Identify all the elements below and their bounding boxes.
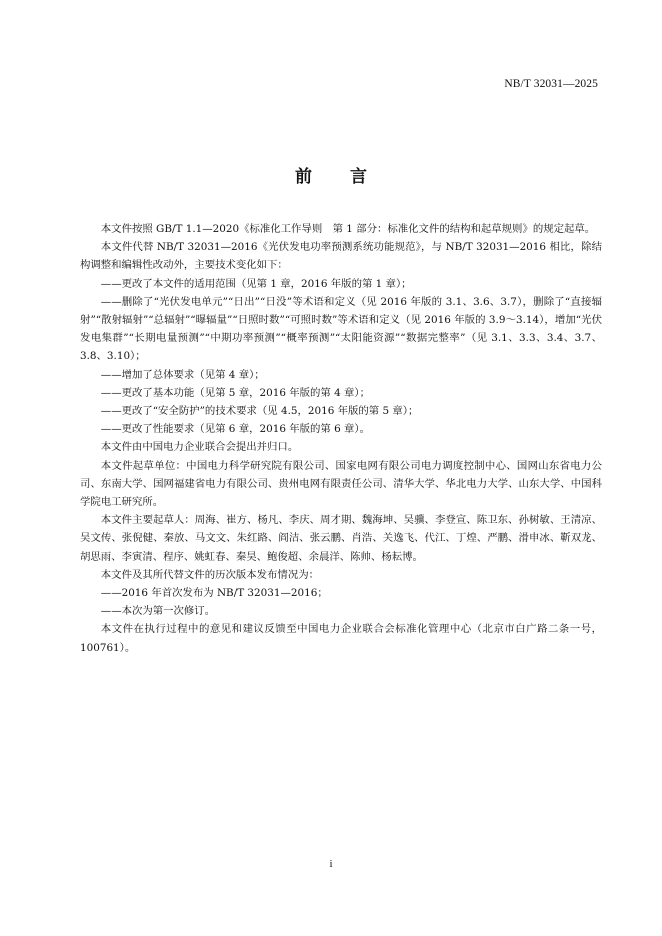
title-char-1: 前 <box>295 167 312 187</box>
change-item-general: ——增加了总体要求（见第 4 章）； <box>100 368 265 381</box>
paragraph-replacement: 本文件代替 NB/T 32031—2016《光伏发电功率预测系统功能规范》，与 NB/T 32031—2016 相比，除结构调整和编辑性改动外，主要技术变化如下： <box>80 241 602 272</box>
paragraph-drafting-rules: 本文件按照 GB/T 1.1—2020《标准化工作导则 第 1 部分：标准化文件的结构和起草规则》的规定起草。 <box>100 223 596 235</box>
page-title <box>0 162 662 187</box>
paragraph-proposer: 本文件由中国电力企业联合会提出并归口。 <box>100 441 299 454</box>
page-number: i <box>329 858 333 870</box>
change-item-functions: ——更改了基本功能（见第 5 章，2016 年版的第 4 章）； <box>100 386 370 399</box>
paragraph-history-intro: 本文件及其所代替文件的历次版本发布情况为： <box>100 568 319 581</box>
change-item-performance: ——更改了性能要求（见第 6 章，2016 年版的第 6 章）。 <box>100 423 370 436</box>
change-item-security: ——更改了“安全防护”的技术要求（见 4.5，2016 年版的第 5 章）； <box>100 405 419 418</box>
history-item-2016: ——2016 年首次发布为 NB/T 32031—2016； <box>100 587 328 600</box>
title-char-2: 言 <box>350 167 367 187</box>
history-item-revision: ——本次为第一次修订。 <box>100 605 216 618</box>
paragraph-drafting-units: 本文件起草单位：中国电力科学研究院有限公司、国家电网有限公司电力调度控制中心、国网山东省电力公司、东南大学、国网福建省电力有限公司、贵州电网有限责任公司、清华大学、华北电力大学、山东大学、中国科学院电工研究所。 <box>80 459 602 509</box>
foreword-body <box>80 220 602 657</box>
paragraph-drafters: 本文件主要起草人：周海、崔方、杨凡、李庆、周才期、魏海坤、吴骥、李登宣、陈卫东、孙树敏、王清凉、吴文传、张倪健、秦放、马文文、朱红路、阎洁、张云鹏、肖浩、关逸飞、代江、丁煌、严鹏、滑申冰、靳双龙、胡思雨、李寅清、程序、姚虹春、秦昊、鲍俊超、余晨洋、陈帅、杨耘博。 <box>80 514 602 563</box>
change-item-scope: ——更改了本文件的适用范围（见第 1 章，2016 年版的第 1 章）； <box>100 277 412 290</box>
standard-code: NB/T 32031—2025 <box>504 78 598 90</box>
change-item-terms: ——删除了“光伏发电单元”“日出”“日没”等术语和定义（见 2016 年版的 3.1、3.6、3.7），删除了“直接辐射”“散射辐射”“总辐射”“曝辐量”“日照时数”“可照时数”等术语和定义（见 2016 年版的 3.9～3.14），增加“光伏发电集群”“长期电量预测”“中期功率预测”“概率预测”“太阳能资源”“数据完整率”（见 3.1、3.3、3.4、3.7、3.8、3.10）； <box>80 295 602 363</box>
paragraph-feedback: 本文件在执行过程中的意见和建议反馈至中国电力企业联合会标准化管理中心（北京市白广路二条一号，100761）。 <box>80 623 602 654</box>
